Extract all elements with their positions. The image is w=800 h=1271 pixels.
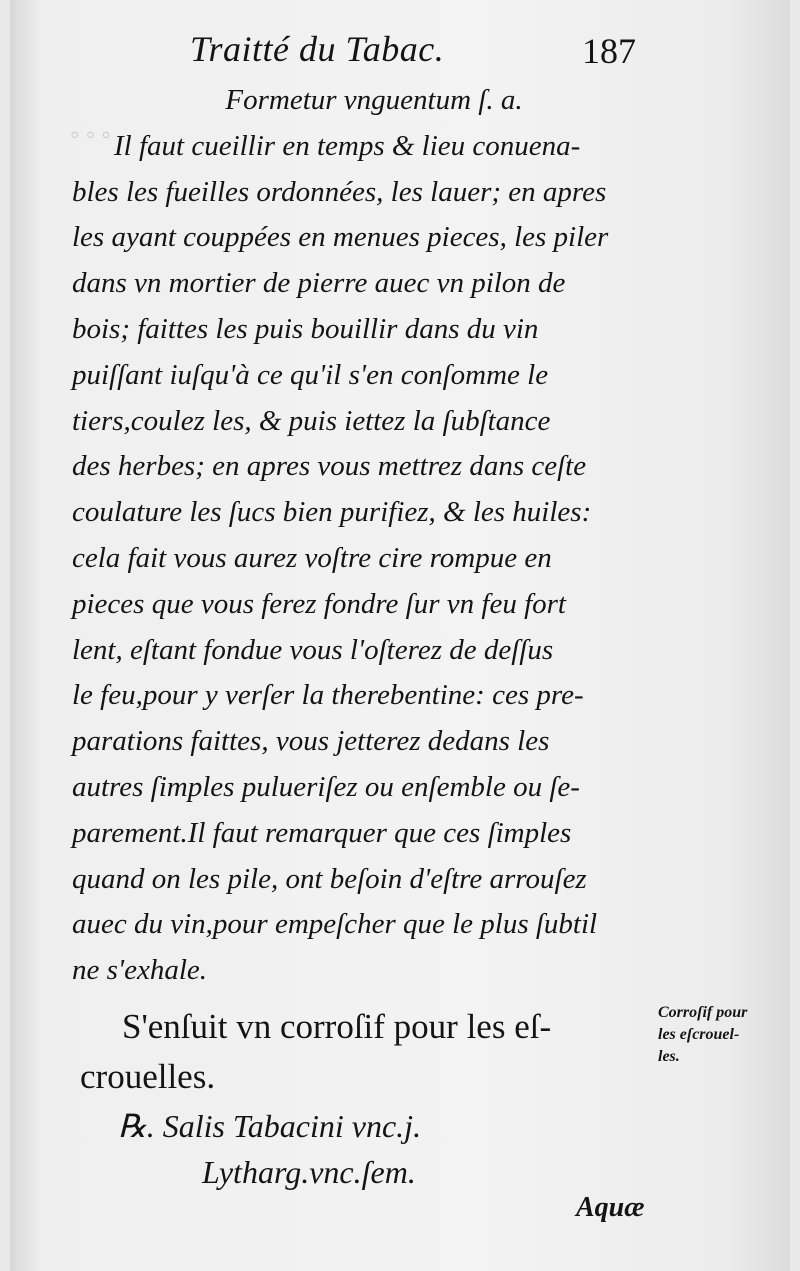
paragraph-line: ne s'exhale. [72,954,208,987]
paragraph-line: auec du vin,pour empeſcher que le plus ſubtil [72,908,598,941]
margin-note-line: les. [658,1048,680,1065]
paragraph-line: pieces que vous ferez fondre ſur vn feu fort [72,587,566,620]
book-page [10,0,790,1271]
margin-note-line: Corroſif pour [658,1004,748,1021]
paragraph-line: parement.Il faut remarquer que ces ſimples [72,816,572,849]
paragraph-line: bois; faittes les puis bouillir dans du vin [72,312,539,345]
section-heading [80,1002,640,1102]
prescription [118,1103,421,1195]
prescription-line: ℞. Salis Tabacini vnc.j. [118,1108,422,1144]
show-through-text: ◦ ◦ ◦ [70,120,111,149]
paragraph-line: dans vn mortier de pierre auec vn pilon de [72,267,566,300]
paragraph-line: puiſſant iuſqu'à ce qu'il s'en conſomme le [72,358,549,391]
margin-note-line: les eſcrouel- [658,1026,740,1043]
paragraph-line: autres ſimples pulueriſez ou enſemble ou ſe- [72,770,580,803]
paragraph-line: les ayant couppées en menues pieces, les piler [72,221,609,254]
paragraph-line: parations faittes, vous jetterez dedans les [72,725,550,758]
margin-note [658,1002,778,1068]
heading-line: crouelles. [80,1057,216,1096]
paragraph-line: quand on les pile, ont beſoin d'eſtre arrouſez [72,862,587,895]
paragraph-line: des herbes; en apres vous mettrez dans ceſte [72,450,587,483]
page-number: 187 [582,31,636,71]
recipe-subtitle: Formetur vnguentum ſ. a. [225,84,523,116]
recipe-instructions [72,78,652,994]
heading-line: S'enſuit vn corroſif pour les eſ- [122,1007,552,1046]
paragraph-line: Il faut cueillir en temps & lieu conuena- [114,129,581,162]
running-title: Traitté du Tabac. [190,29,445,69]
paragraph-line: bles les fueilles ordonnées, les lauer; en apres [72,175,607,208]
paragraph-line: cela fait vous aurez voſtre cire rompue en [72,541,552,574]
paragraph-line: coulature les ſucs bien purifiez, & les huiles: [72,496,592,529]
paragraph-line: tiers,coulez les, & puis iettez la ſubſtance [72,404,551,437]
catchword: Aquæ [576,1192,645,1223]
paragraph-line: le feu,pour y verſer la therebentine: ces pre- [72,679,584,712]
prescription-line: Lytharg.vnc.ſem. [202,1154,416,1190]
paragraph-line: lent, eſtant fondue vous l'oſterez de deſſus [72,633,554,666]
